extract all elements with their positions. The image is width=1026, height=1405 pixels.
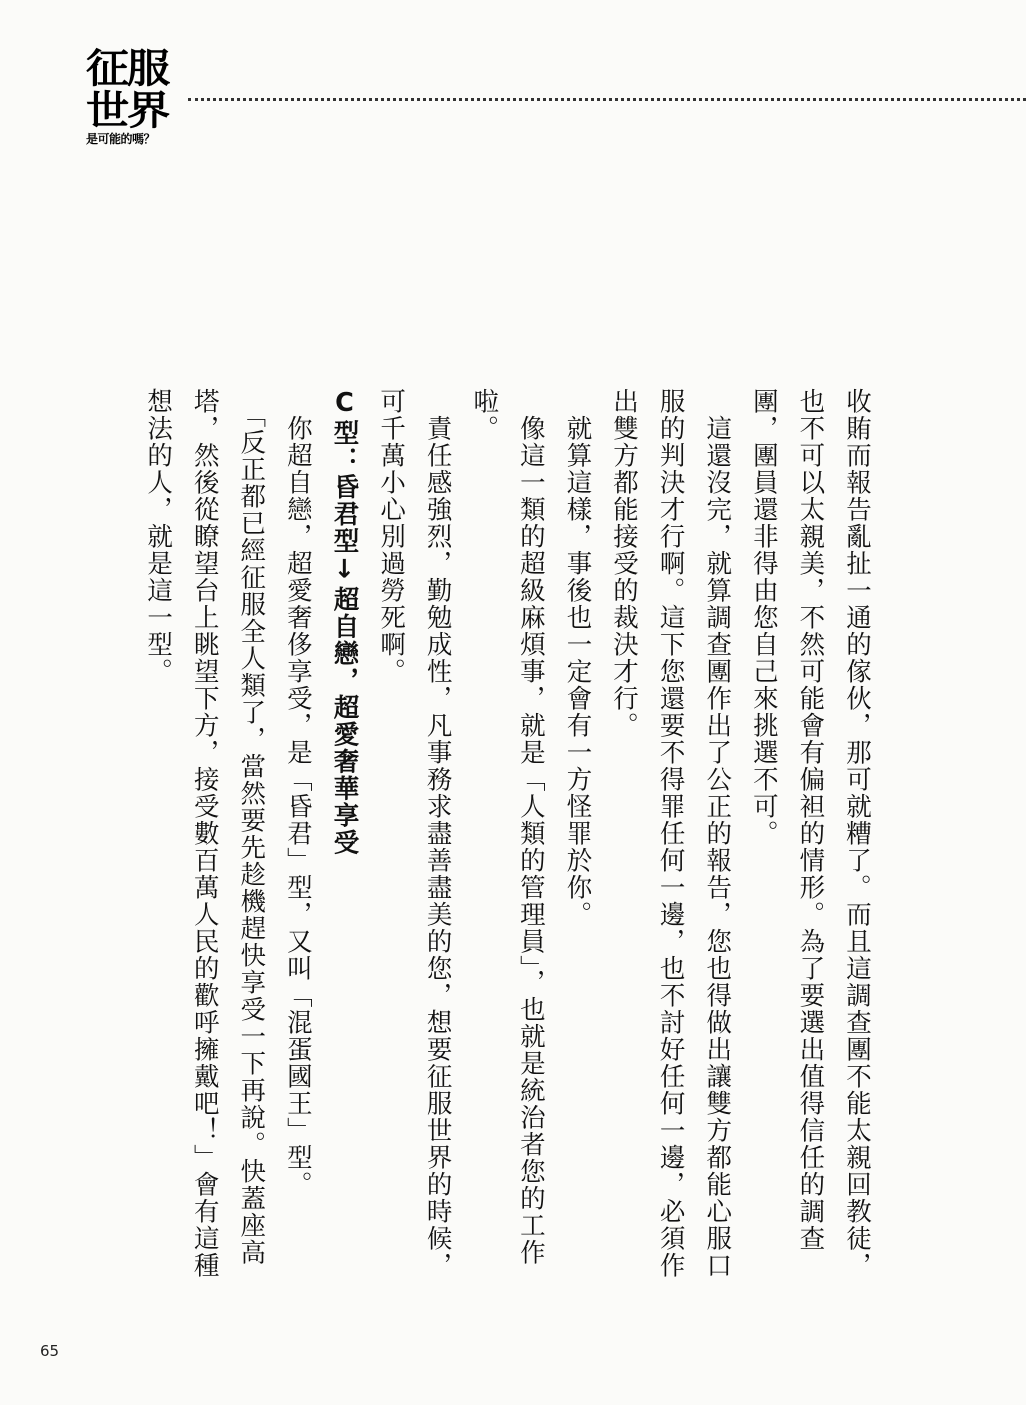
body-text (80, 388, 880, 1279)
text-line: 「反正都已經征服全人類了，當然要先趁機趕快享受一下再說。快蓋座高 (236, 388, 267, 1267)
text-line: 服的判決才行啊。這下您還要不得罪任何一邊，也不討好任何一邊，必須作 (655, 388, 686, 1279)
text-line: 可千萬小心別過勞死啊。 (376, 388, 407, 685)
text-line: 也不可以太親美，不然可能會有偏袒的情形。為了要選出值得信任的調查 (795, 388, 826, 1252)
logo-line-1: 征服 (86, 46, 169, 92)
text-line: 塔，然後從瞭望台上眺望下方，接受數百萬人民的歡呼擁戴吧！」會有這種 (189, 388, 220, 1279)
text-line: 你超自戀，超愛奢侈享受，是「昏君」型，又叫「混蛋國王」型。 (282, 388, 313, 1198)
section-heading: C型：昏君型↓超自戀，超愛奢華享受 (329, 388, 360, 856)
text-line: 像這一類的超級麻煩事，就是「人類的管理員」，也就是統治者您的工作 (515, 388, 546, 1267)
text-line: 團，團員還非得由您自己來挑選不可。 (748, 388, 779, 847)
text-line: 出雙方都能接受的裁決才行。 (609, 388, 640, 739)
header-dotted-rule (188, 98, 1026, 101)
text-line: 收賄而報告亂扯一通的傢伙，那可就糟了。而且這調查團不能太親回教徒， (842, 388, 872, 1279)
book-logo (86, 46, 169, 146)
logo-subtitle: 是可能的嗎？ (86, 132, 156, 146)
text-line: 責任感強烈，勤勉成性，凡事務求盡善盡美的您，想要征服世界的時候， (422, 388, 453, 1279)
text-line: 啦。 (469, 388, 500, 442)
text-line: 就算這樣，事後也一定會有一方怪罪於你。 (562, 388, 593, 928)
page-number: 65 (40, 1342, 60, 1360)
logo-line-2: 世界 (86, 88, 169, 134)
text-line: 這還沒完，就算調查團作出了公正的報告，您也得做出讓雙方都能心服口 (702, 388, 733, 1279)
text-line: 想法的人，就是這一型。 (143, 388, 174, 685)
